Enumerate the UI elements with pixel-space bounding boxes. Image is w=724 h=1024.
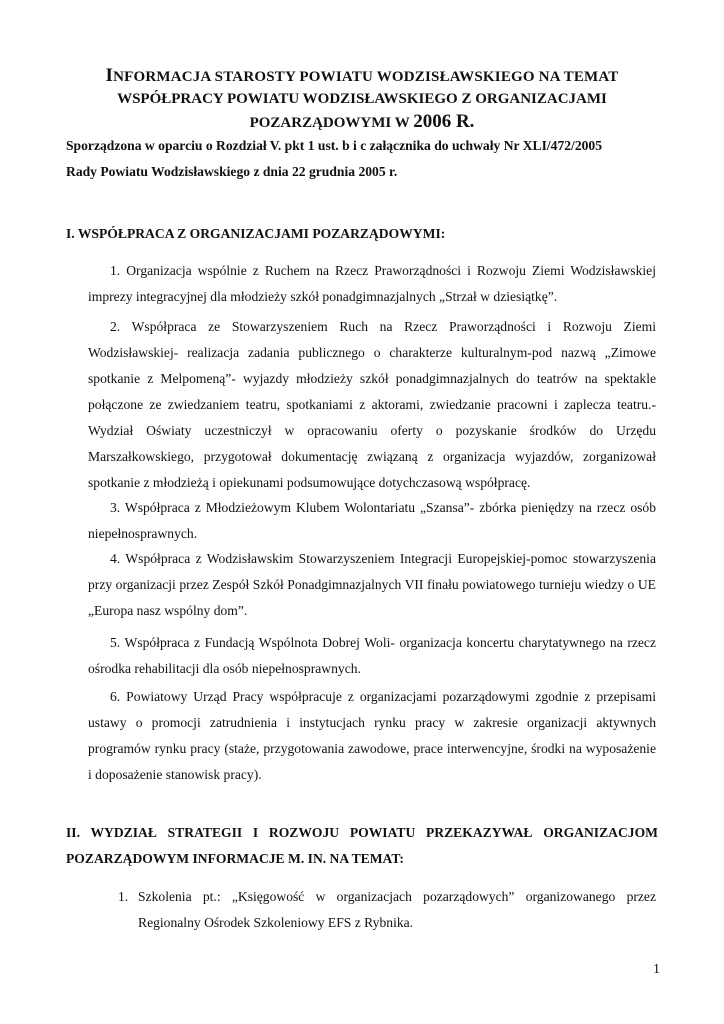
document-title-line-2: WSPÓŁPRACY POWIATU WODZISŁAWSKIEGO Z ORGANIZACJAMI [117, 91, 607, 107]
section-2-heading: II. WYDZIAŁ STRATEGII I ROZWOJU POWIATU PRZEKAZYWAŁ ORGANIZACJOM POZARZĄDOWYM INFORMACJE M. IN. NA TEMAT: [66, 825, 658, 866]
subtitle-line-1: Sporządzona w oparciu o Rozdział V. pkt 1 ust. b i c załącznika do uchwały Nr XLI/472/2005 [66, 138, 603, 153]
section-1-paragraph-5: 5. Współpraca z Fundacją Wspólnota Dobrej Woli- organizacja koncertu charytatywnego na rzecz ośrodka rehabilitacji dla osób niepełnosprawnych. [88, 635, 656, 676]
subtitle-line-2: Rady Powiatu Wodzisławskiego z dnia 22 grudnia 2005 r. [66, 164, 398, 179]
section-1-paragraph-4: 4. Współpraca z Wodzisławskim Stowarzyszeniem Integracji Europejskiej-pomoc stowarzyszenia przy organizacji przez Zespół Szkół Ponadgimnazjalnych VII finału powiatowego turnieju wiedzy o UE „Europa nasz wspólny dom”. [88, 551, 656, 618]
document-title-line-1 [66, 64, 658, 89]
section-1-paragraph-3: 3. Współpraca z Młodzieżowym Klubem Wolontariatu „Szansa”- zbórka pieniędzy na rzecz osób niepełnosprawnych. [88, 500, 656, 541]
section-1-paragraph-2: 2. Współpraca ze Stowarzyszeniem Ruch na Rzecz Praworządności i Rozwoju Ziemi Wodzisławskiej- realizacja zadania publicznego o charakterze kulturalnym-pod nazwą „Zimowe spotkanie z Melpomeną”- wyjazdy młodzieży szkół ponadgimnazjalnych do teatrów na spektakle połączone ze zwiedzaniem teatru, spotkaniami z aktorami, zwiedzanie pracowni i zaplecza teatru.- Wydział Oświaty uczestniczył w opracowaniu oferty o pozyskanie środków do Urzędu Marszałkowskiego, przygotował dokumentację związaną z organizacja wyjazdów, zorganizował spotkanie z młodzieżą i opiekunami podsumowujące dotychczasową współpracę. [88, 319, 656, 490]
title-line-1-text: NFORMACJA STAROSTY POWIATU WODZISŁAWSKIEGO NA TEMAT [113, 69, 619, 85]
page-number: 1 [653, 962, 660, 977]
title-year: 2006 R. [413, 111, 475, 132]
section-1-paragraph-1: 1. Organizacja wspólnie z Ruchem na Rzecz Praworządności i Rozwoju Ziemi Wodzisławskiej imprezy integracyjnej dla młodzieży szkół ponadgimnazjalnych „Strzał w dziesiątkę”. [88, 263, 656, 304]
list-item-text: Szkolenia pt.: „Księgowość w organizacjach pozarządowych” organizowanego przez Regionalny Ośrodek Szkoleniowy EFS z Rybnika. [138, 889, 656, 930]
section-1-paragraph-6: 6. Powiatowy Urząd Pracy współpracuje z organizacjami pozarządowymi zgodnie z przepisami ustawy o promocji zatrudnienia i instytucjach rynku pracy w zakresie organizacji aktywnych programów rynku pracy (staże, przygotowania zawodowe, prace interwencyjne, środki na wyposażenie i doposażenie stanowisk pracy). [88, 689, 656, 782]
title-initial-letter: I [105, 65, 114, 86]
section-1-heading: I. WSPÓŁPRACA Z ORGANIZACJAMI POZARZĄDOWYMI: [66, 226, 446, 241]
list-item-number: 1. [118, 889, 129, 904]
document-title-line-3 [66, 110, 658, 135]
document-subtitle [66, 133, 666, 185]
title-line-3-text: POZARZĄDOWYMI W [249, 115, 414, 131]
